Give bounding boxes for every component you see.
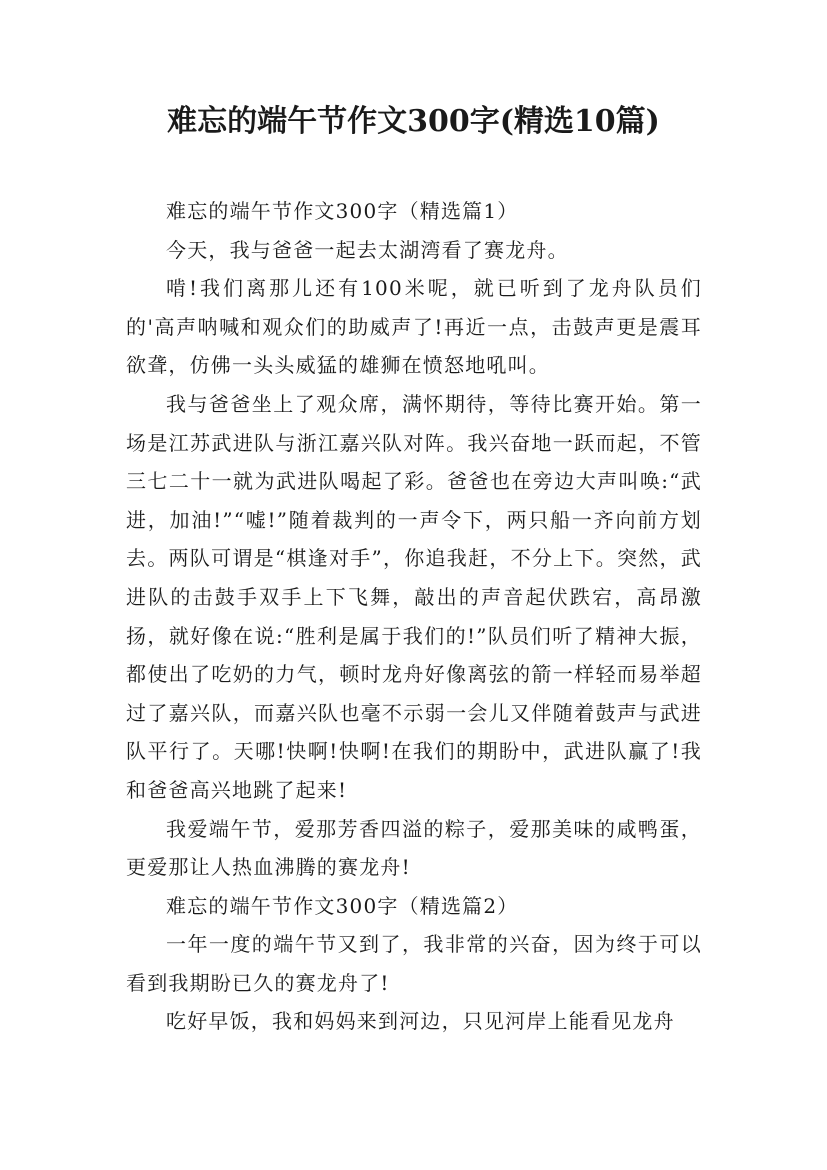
paragraph: 一年一度的端午节又到了，我非常的兴奋，因为终于可以看到我期盼已久的赛龙舟了! bbox=[126, 932, 702, 995]
essay-heading-2: 难忘的端午节作文300字（精选篇2） bbox=[166, 893, 519, 918]
essay-heading-1: 难忘的端午节作文300字（精选篇1） bbox=[166, 199, 519, 223]
paragraph: 啃!我们离那儿还有100米呢，就已听到了龙舟队员们的'高声呐喊和观众们的助威声了!再近一点，击鼓声更是震耳欲聋，仿佛一头头威猛的雄狮在愤怒地吼叫。 bbox=[126, 276, 702, 378]
paragraph: 我爱端午节，爱那芳香四溢的粽子，爱那美味的咸鸭蛋，更爱那让人热血沸腾的赛龙舟! bbox=[126, 816, 702, 880]
paragraph: 我与爸爸坐上了观众席，满怀期待，等待比赛开始。第一场是江苏武进队与浙江嘉兴队对阵。我兴奋地一跃而起，不管三七二十一就为武进队喝起了彩。爸爸也在旁边大声叫唤:“武进，加油!”“嘘!”随着裁判的一声令下，两只船一齐向前方划去。两队可谓是“棋逢对手”，你追我赶，不分上下。突然，武进队的击鼓手双手上下飞舞，敲出的声音起伏跌宕，高昂激扬，就好像在说:“胜利是属于我们的!”队员们听了精神大振，都使出了吃奶的力气，顿时龙舟好像离弦的箭一样轻而易举超过了嘉兴队，而嘉兴队也毫不示弱一会儿又伴随着鼓声与武进队平行了。天哪!快啊!快啊!在我们的期盼中，武进队赢了!我和爸爸高兴地跳了起来! bbox=[126, 391, 702, 802]
paragraph: 吃好早饭，我和妈妈来到河边，只见河岸上能看见龙舟 bbox=[166, 1009, 675, 1034]
document-title: 难忘的端午节作文300字(精选10篇) bbox=[167, 104, 660, 139]
document-body bbox=[126, 192, 702, 1041]
paragraph: 今天，我与爸爸一起去太湖湾看了赛龙舟。 bbox=[166, 237, 569, 262]
